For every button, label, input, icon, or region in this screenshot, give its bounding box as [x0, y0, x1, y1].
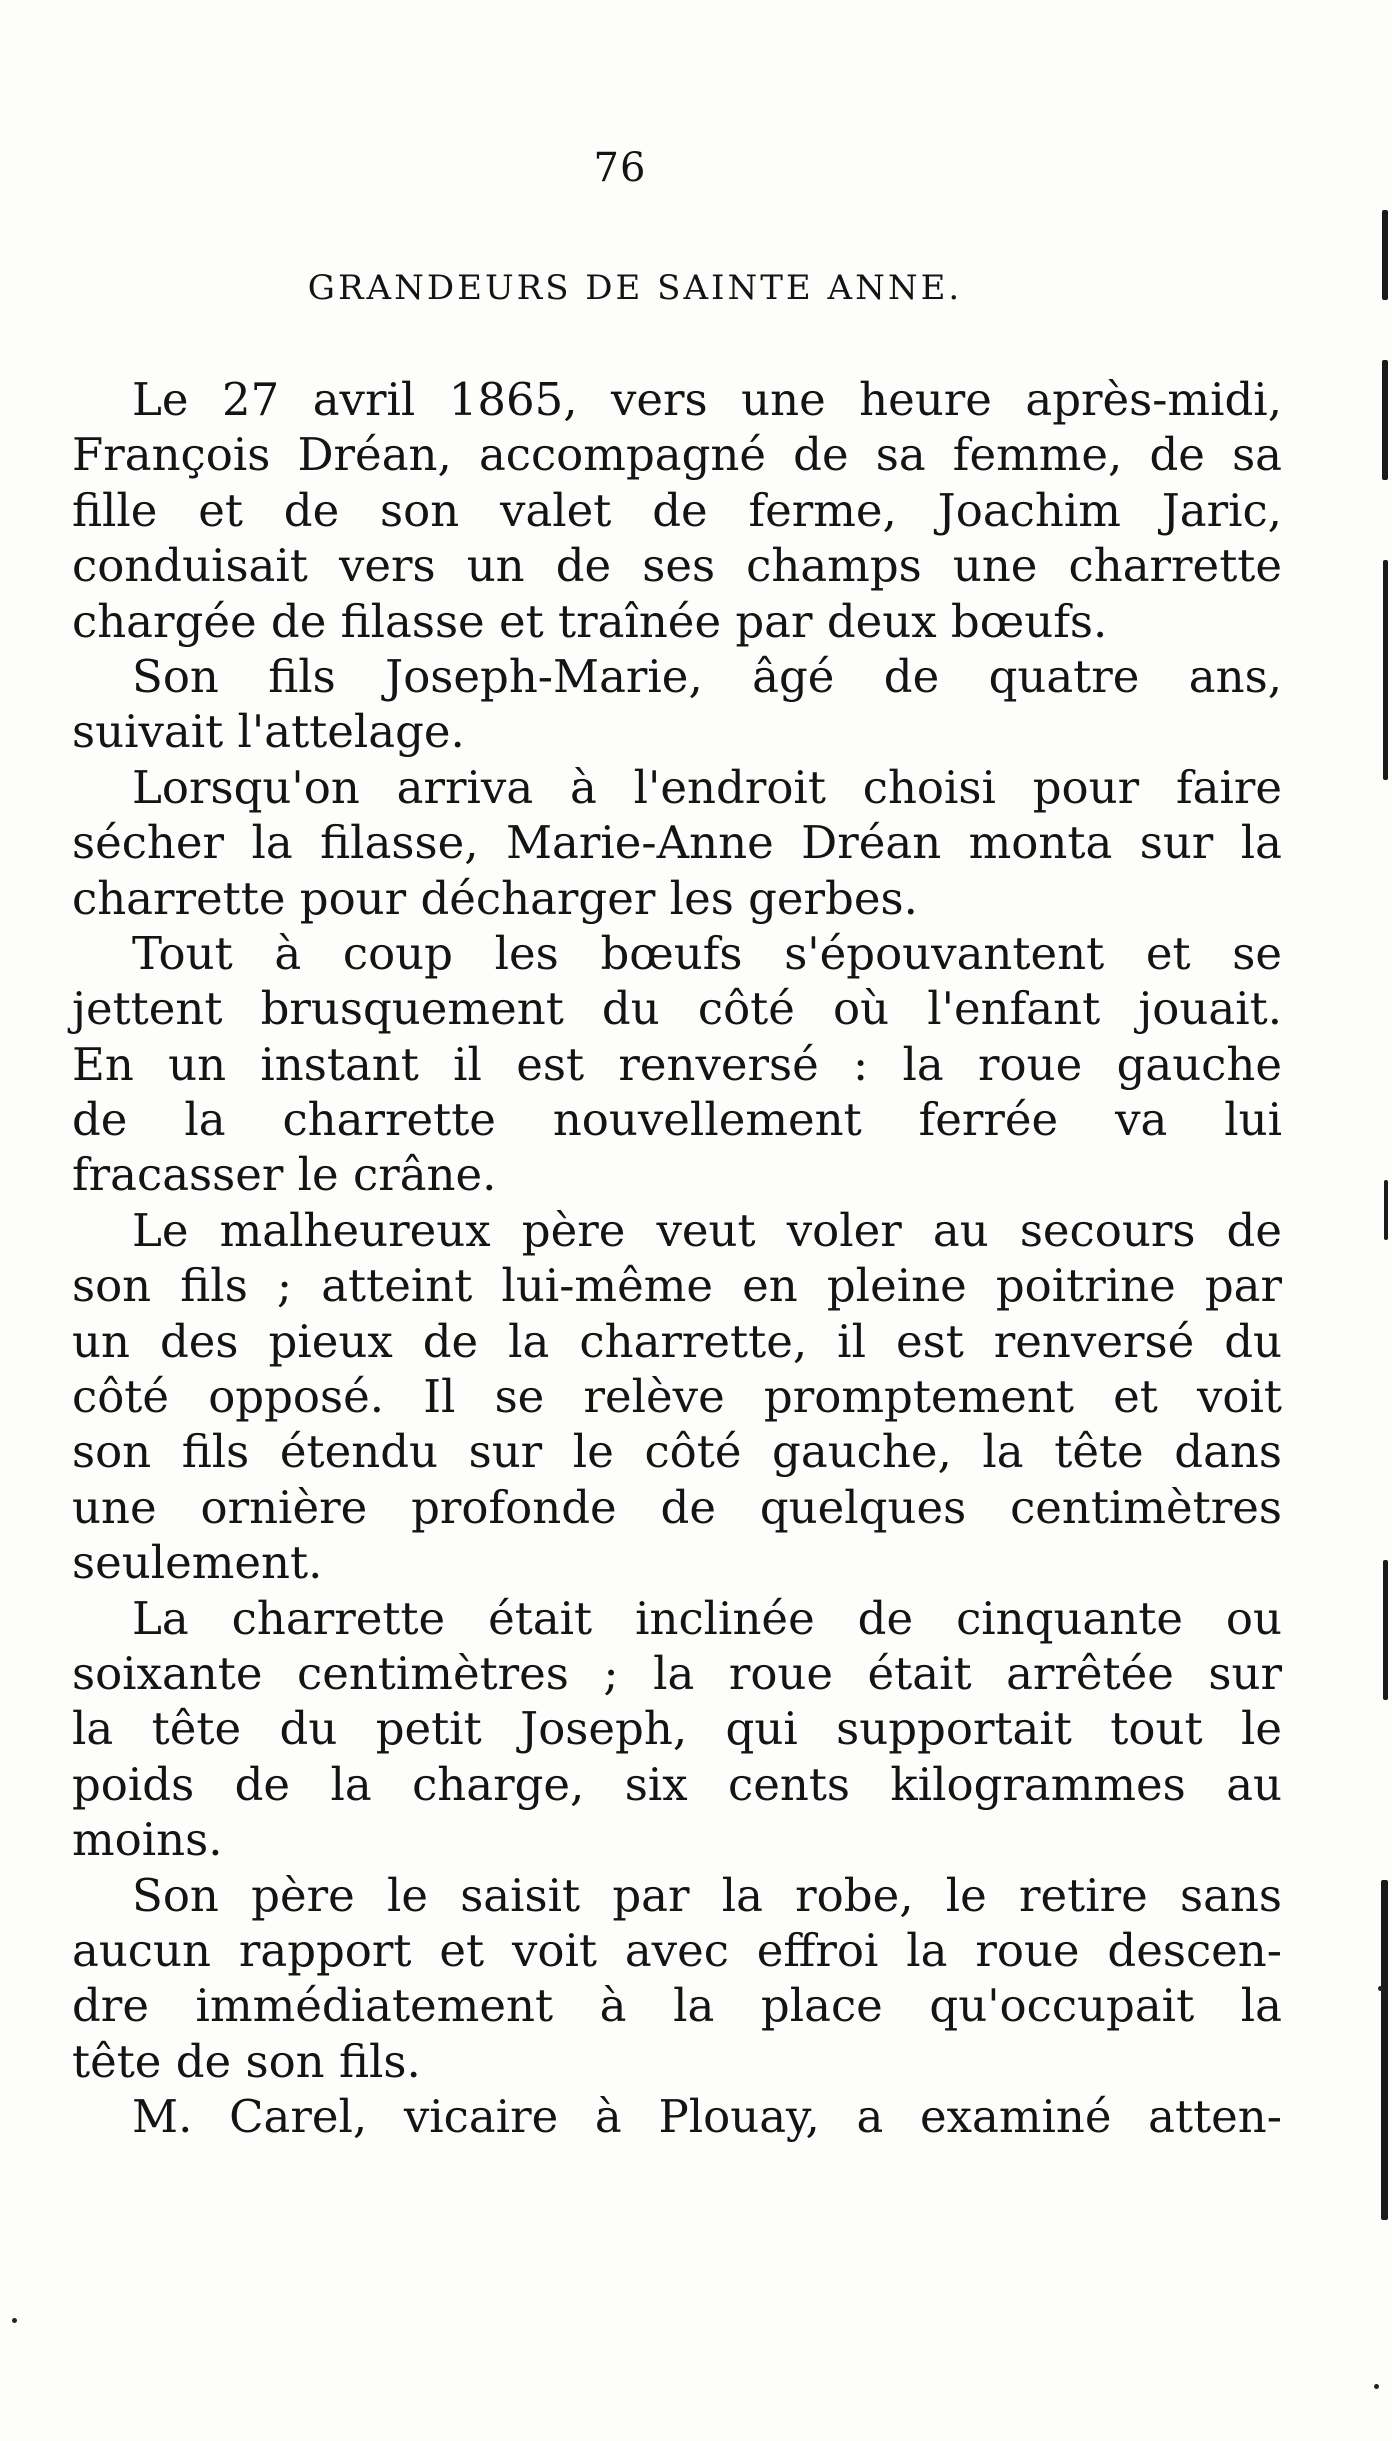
scan-edge-mark: [1384, 1180, 1388, 1240]
text-line: En un instant il est renversé : la roue gauche: [72, 1037, 1282, 1091]
text-line: charrette pour décharger les gerbes.: [72, 871, 918, 925]
scan-edge-mark: [1382, 360, 1388, 480]
text-line: son fils étendu sur le côté gauche, la tête dans: [72, 1425, 1282, 1479]
text-line: suivait l'attelage.: [72, 705, 465, 759]
text-line: une ornière profonde de quelques centimètres: [72, 1480, 1282, 1534]
body-text: [72, 372, 1282, 2145]
text-line: moins.: [72, 1813, 223, 1867]
scan-speck: [1374, 2384, 1379, 2389]
text-line: Le 27 avril 1865, vers une heure après-midi,: [132, 373, 1282, 426]
text-line: François Dréan, accompagné de sa femme, de sa: [72, 428, 1282, 482]
text-line: son fils ; atteint lui-même en pleine poitrine par: [72, 1259, 1282, 1313]
text-line: Son fils Joseph-Marie, âgé de quatre ans,: [132, 649, 1282, 703]
text-line: Lorsqu'on arriva à l'endroit choisi pour faire: [132, 760, 1282, 814]
text-line: la tête du petit Joseph, qui supportait tout le: [72, 1702, 1282, 1756]
scan-speck: [12, 2318, 17, 2323]
text-line: tête de son fils.: [72, 2034, 421, 2088]
text-line: La charrette était inclinée de cinquante ou: [132, 1591, 1282, 1645]
text-line: Son père le saisit par la robe, le retire sans: [132, 1868, 1282, 1922]
text-line: conduisait vers un de ses champs une charrette: [72, 539, 1282, 593]
scan-edge-mark: [1383, 560, 1388, 780]
text-line: poids de la charge, six cents kilogrammes au: [72, 1757, 1282, 1811]
text-line: côté opposé. Il se relève promptement et voit: [72, 1370, 1282, 1424]
scan-edge-mark: [1381, 1880, 1388, 2220]
text-line: Tout à coup les bœufs s'épouvantent et se: [132, 926, 1282, 980]
scan-edge-mark: [1383, 1560, 1388, 1700]
text-line: jettent brusquement du côté où l'enfant jouait.: [72, 982, 1282, 1036]
text-line: aucun rapport et voit avec effroi la roue descen-: [72, 1923, 1282, 1977]
page-number: 76: [593, 145, 647, 191]
text-line: Le malheureux père veut voler au secours de: [132, 1203, 1282, 1257]
text-line: sécher la filasse, Marie-Anne Dréan monta sur la: [72, 816, 1282, 870]
running-head: GRANDEURS DE SAINTE ANNE.: [307, 268, 963, 308]
scan-edge-mark: [1382, 210, 1388, 300]
text-line: fracasser le crâne.: [72, 1148, 497, 1202]
text-line: de la charrette nouvellement ferrée va lui: [72, 1093, 1282, 1147]
text-line: dre immédiatement à la place qu'occupait la: [72, 1979, 1282, 2033]
text-line: seulement.: [72, 1536, 323, 1590]
text-line: un des pieux de la charrette, il est renversé du: [72, 1314, 1282, 1368]
text-line: fille et de son valet de ferme, Joachim Jaric,: [72, 483, 1282, 537]
scan-speck: [1378, 1986, 1383, 1991]
text-line: chargée de filasse et traînée par deux bœufs.: [72, 594, 1108, 648]
text-line: soixante centimètres ; la roue était arrêtée sur: [72, 1646, 1282, 1700]
text-line: M. Carel, vicaire à Plouay, a examiné atten-: [132, 2090, 1282, 2144]
